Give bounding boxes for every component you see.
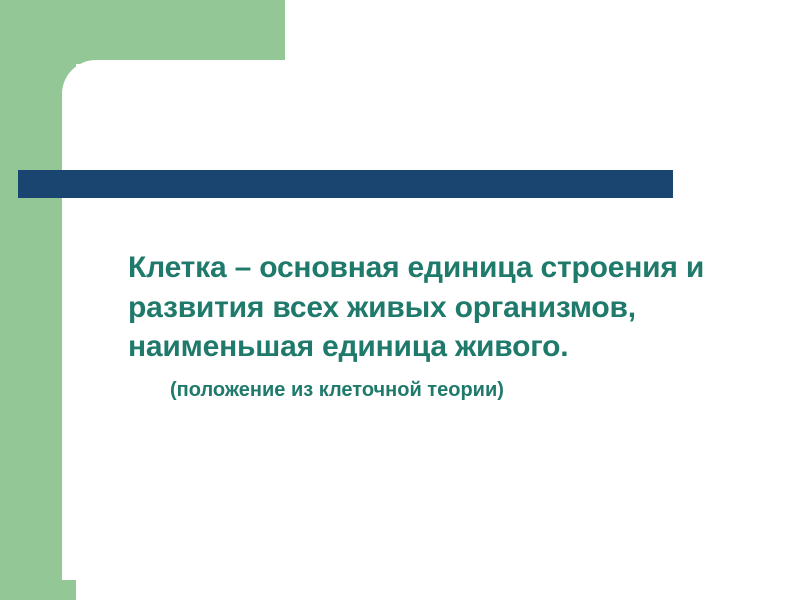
slide-content (128, 248, 768, 402)
navy-divider-bar (18, 170, 673, 198)
slide-subtitle: (положение из клеточной теории) (170, 378, 504, 401)
slide-title: Клетка – основная единица строения и развития всех живых организмов, наименьшая единица живого. (128, 251, 705, 364)
green-top-block (0, 0, 285, 64)
